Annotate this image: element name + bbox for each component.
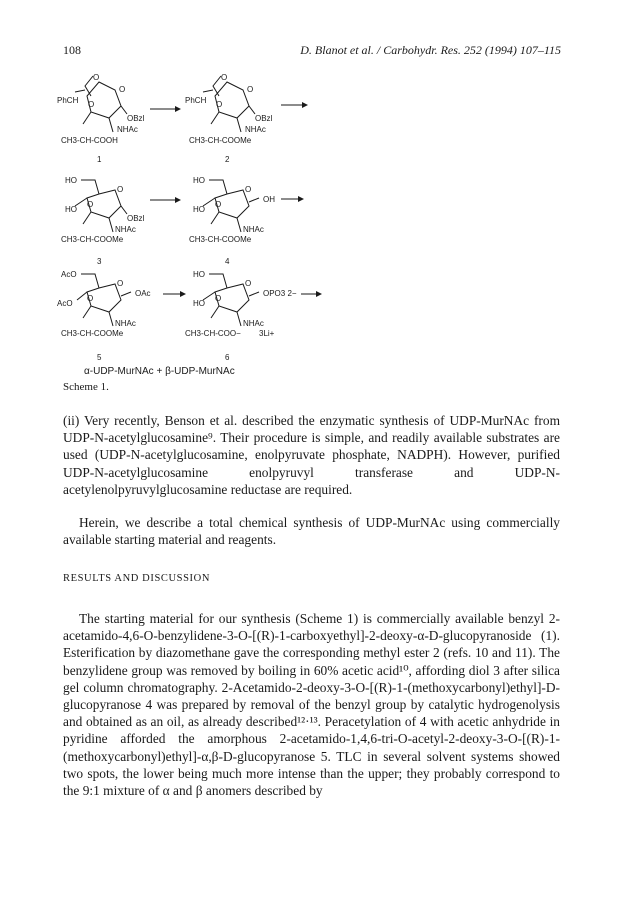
c4-label-0: HO	[193, 176, 205, 185]
scheme-caption: Scheme 1.	[63, 381, 109, 393]
c4-label-5: NHAc	[243, 225, 264, 234]
c4-label-2: HO	[193, 205, 205, 214]
c5-label-2: AcO	[57, 299, 73, 308]
paragraph-ii: (ii) Very recently, Benson et al. described the enzymatic synthesis of UDP-MurNAc from UDP-N-acetylglucosamine⁹. Their procedure is simple, and readily available substrates are used (UDP-N-acetylglucosamine, enolpyruvate phosphate, NADPH). However, purified UDP-N-acetylglucosamine enolpyruvyl transferase and UDP-N-acetylenolpyruvylglucosamine reductase are required.	[63, 413, 560, 497]
c5-label-0: AcO	[61, 270, 77, 279]
c6-label-1: O	[245, 279, 252, 288]
c5-number: 5	[97, 353, 102, 362]
c1-label-2: PhCH	[57, 96, 79, 105]
c5-label-1: O	[117, 279, 124, 288]
c1-number: 1	[97, 155, 102, 164]
c2-label-6: CH3-CH-COOMe	[189, 136, 252, 145]
c2-number: 2	[225, 155, 230, 164]
c1-label-4: OBzl	[127, 114, 145, 123]
compound-3	[61, 176, 145, 266]
compound-1	[57, 73, 145, 164]
results-paragraph: The starting material for our synthesis (Scheme 1) is commercially available benzyl 2-acetamido-4,6-O-benzylidene-3-O-[(R)-1-carboxyethyl]-2-deoxy-α-D-glucopyranoside (1). Esterification by diazomethane gave the corresponding methyl ester 2 (refs. 10 and 11). The benzylidene group was removed by boiling in 60% acetic acid¹⁰, affording diol 3 after silica gel column chromatography. 2-Acetamido-2-deoxy-3-O-[(R)-1-(methoxycarbonyl)ethyl]-D-glucopyranose 4 was prepared by removal of the benzyl group by catalytic hydrogenolysis and obtained as an oil, as already described¹²·¹³. Peracetylation of 4 with acetic anhydride in pyridine afforded the amorphous 2-acetamido-1,4,6-tri-O-acetyl-2-deoxy-3-O-[(R)-1-(methoxycarbonyl)ethyl]-α,β-D-glucopyranose 5. TLC in several solvent systems showed two spots, the lower being much more intense than the upper; they probably correspond to the 9:1 mixture of α and β anomers described by	[63, 611, 560, 799]
c4-label-6: CH3-CH-COOMe	[189, 235, 252, 244]
c6-label-7: 3Li+	[259, 329, 275, 338]
c2-label-2: PhCH	[185, 96, 207, 105]
c2-label-1: O	[247, 85, 254, 94]
page-number: 108	[63, 43, 81, 57]
c3-label-4: OBzl	[127, 214, 145, 223]
section-heading: RESULTS AND DISCUSSION	[63, 573, 211, 584]
c3-label-3: O	[87, 200, 94, 209]
compound-5	[57, 270, 151, 362]
c6-number: 6	[225, 353, 230, 362]
reaction-scheme	[55, 72, 375, 372]
compound-6	[185, 270, 321, 362]
c4-label-1: O	[245, 185, 252, 194]
scheme-drawing	[55, 72, 375, 372]
c6-label-5: NHAc	[243, 319, 264, 328]
c5-label-6: CH3-CH-COOMe	[61, 329, 124, 338]
c5-label-4: OAc	[135, 289, 151, 298]
scheme-product: α-UDP-MurNAc + β-UDP-MurNAc	[84, 366, 235, 377]
paragraph-herein: Herein, we describe a total chemical synthesis of UDP-MurNAc using commercially available starting material and reagents.	[63, 515, 560, 548]
c2-label-5: NHAc	[245, 125, 266, 134]
c2-label-3: O	[216, 100, 223, 109]
c1-label-0: O	[93, 73, 100, 82]
c3-label-0: HO	[65, 176, 77, 185]
c3-label-6: CH3-CH-COOMe	[61, 235, 124, 244]
c4-number: 4	[225, 257, 230, 266]
c2-label-4: OBzl	[255, 114, 273, 123]
c3-label-1: O	[117, 185, 124, 194]
c3-label-5: NHAc	[115, 225, 136, 234]
c4-label-4: OH	[263, 195, 275, 204]
c6-label-4: OPO3 2−	[263, 289, 297, 298]
c6-label-3: O	[215, 294, 222, 303]
c1-label-3: O	[88, 100, 95, 109]
c6-label-0: HO	[193, 270, 205, 279]
c5-label-3: O	[87, 294, 94, 303]
compound-2	[185, 73, 273, 164]
c1-label-6: CH3-CH-COOH	[61, 136, 118, 145]
c3-number: 3	[97, 257, 102, 266]
c6-label-6: CH3-CH-COO−	[185, 329, 241, 338]
compound-4	[189, 176, 275, 266]
c6-label-2: HO	[193, 299, 205, 308]
c4-label-3: O	[215, 200, 222, 209]
c1-label-5: NHAc	[117, 125, 138, 134]
c1-label-1: O	[119, 85, 126, 94]
c3-label-2: HO	[65, 205, 77, 214]
running-head: D. Blanot et al. / Carbohydr. Res. 252 (1994) 107–115	[300, 43, 561, 57]
c5-label-5: NHAc	[115, 319, 136, 328]
c2-label-0: O	[221, 73, 228, 82]
